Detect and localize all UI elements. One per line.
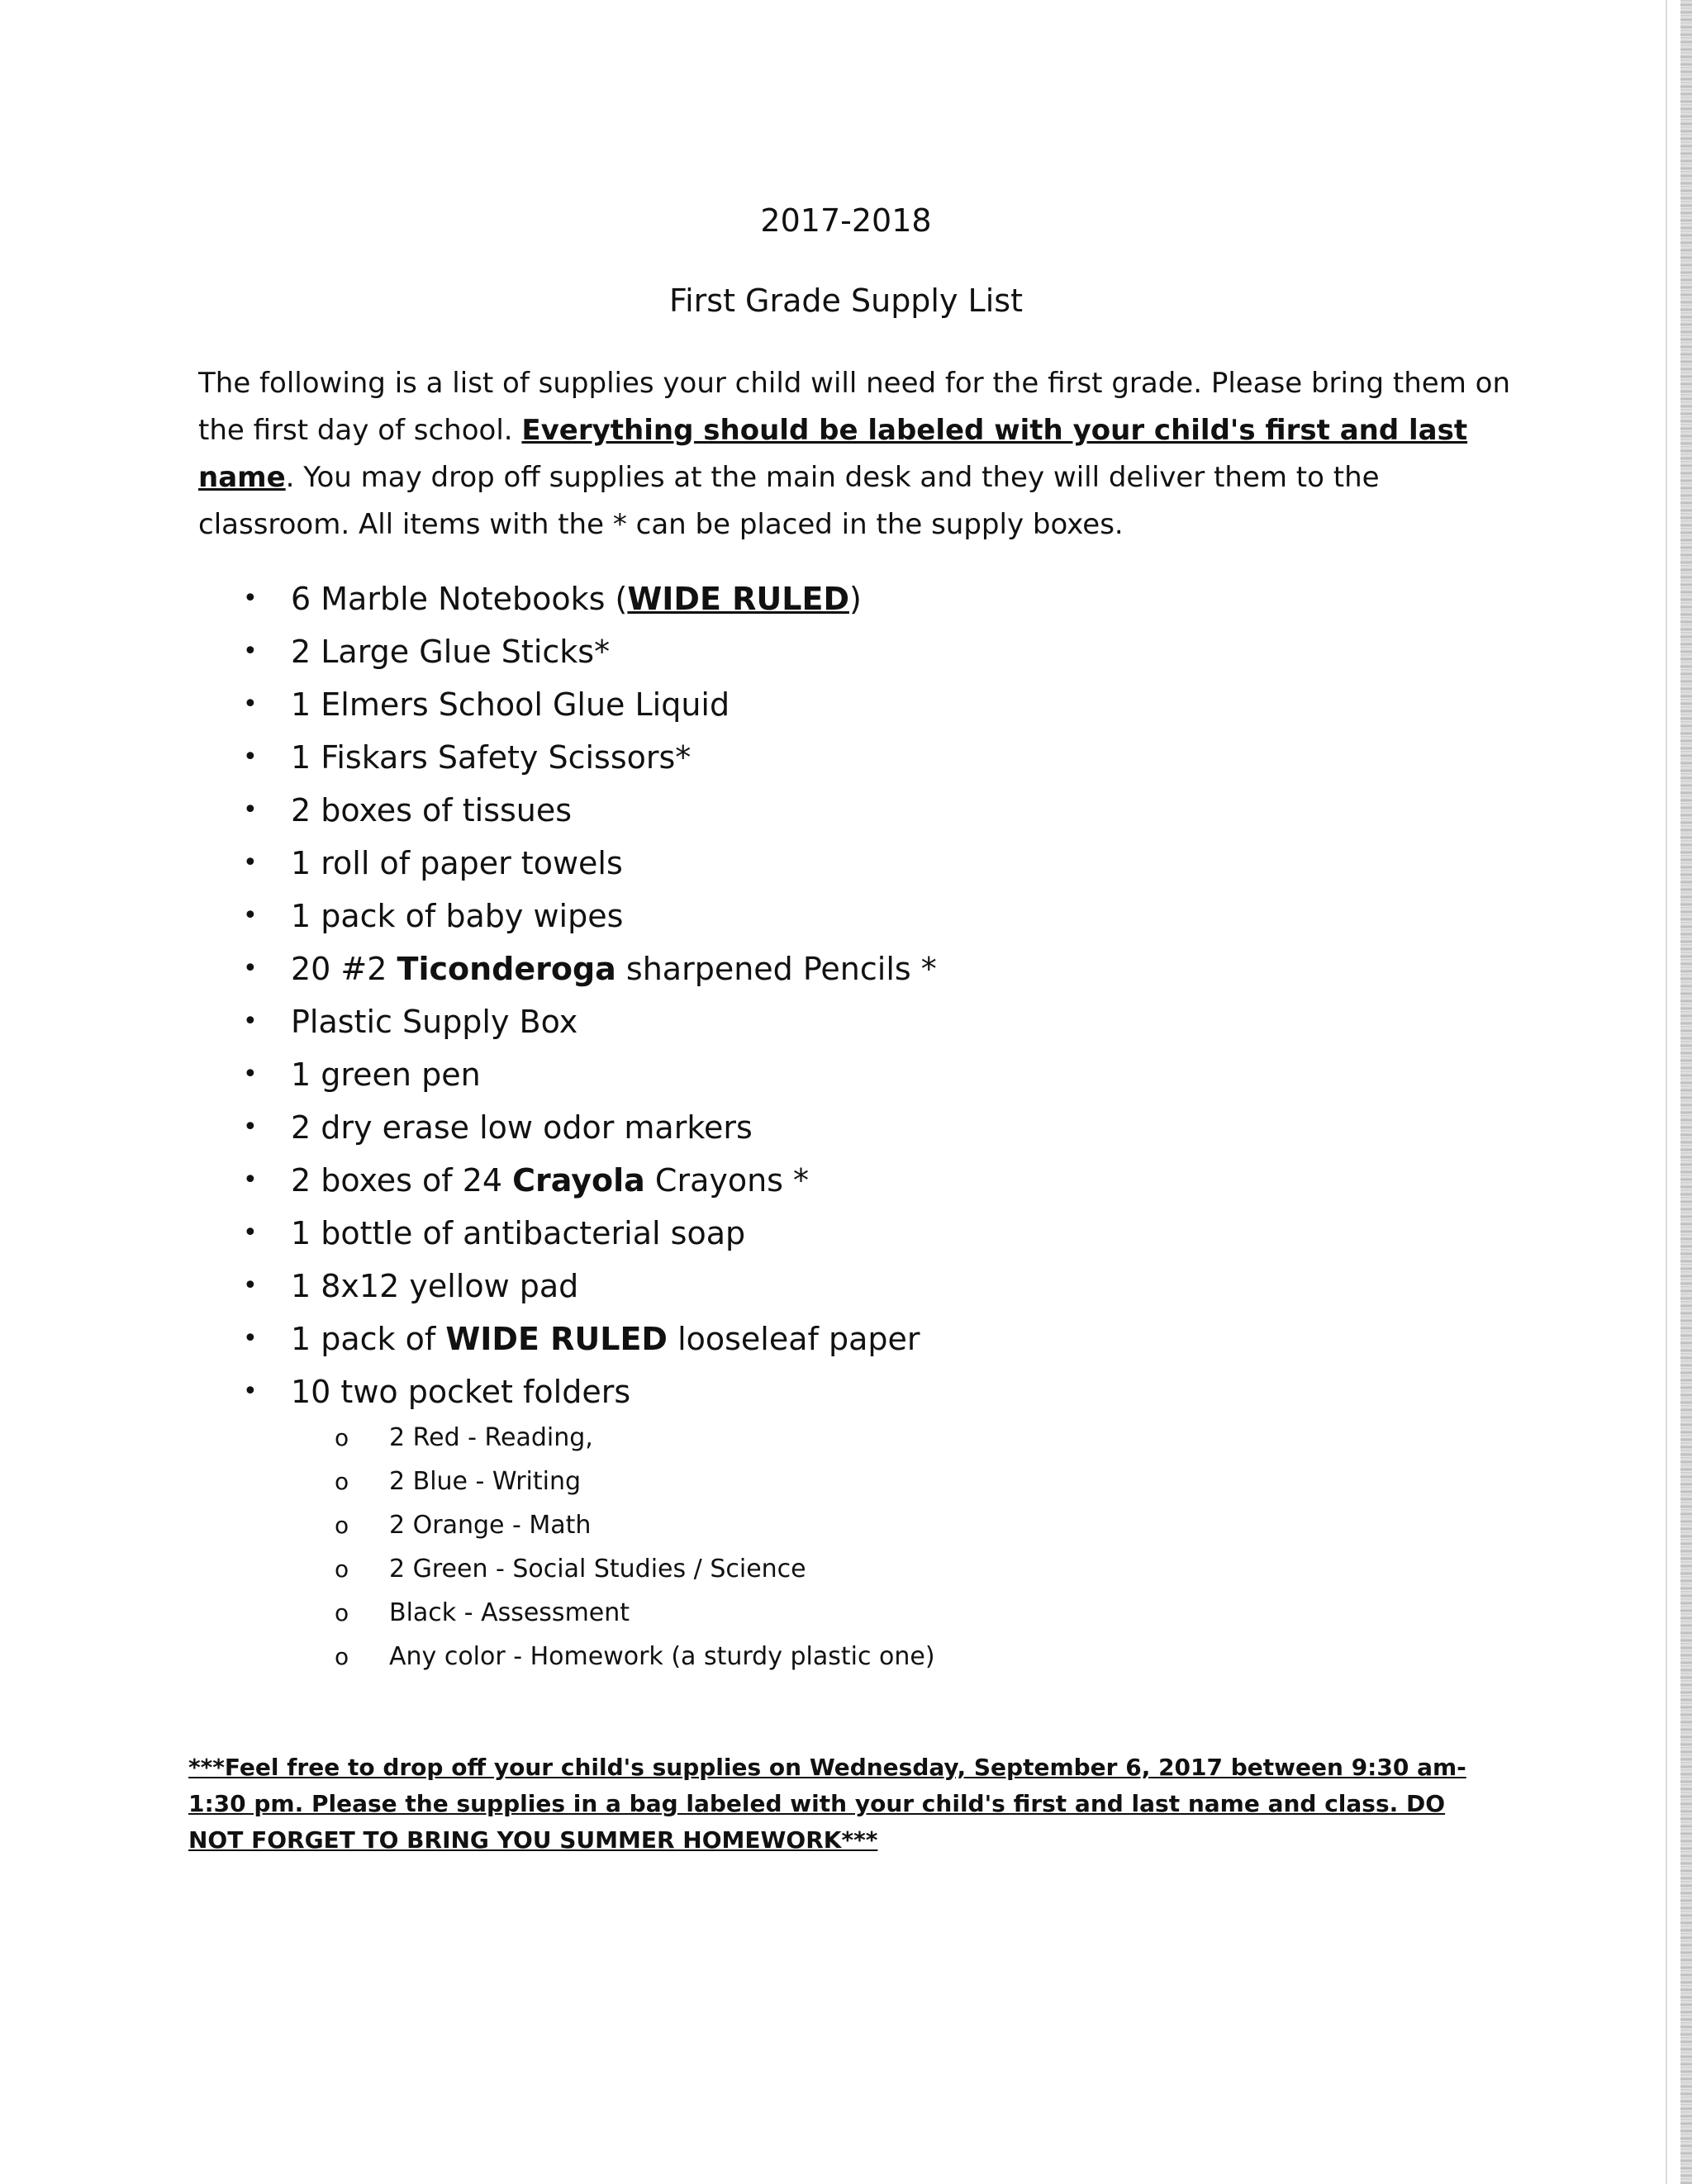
item-text: 1 green pen <box>291 1056 481 1093</box>
intro-emphasis: Everything should be labeled with your child's first and last name <box>198 414 1468 494</box>
folder-text: 2 Red - Reading, <box>389 1423 593 1452</box>
bullet-icon: • <box>243 743 258 772</box>
list-item <box>240 731 1479 784</box>
item-text: 1 Fiskars Safety Scissors* <box>291 739 692 776</box>
list-item <box>240 837 1479 890</box>
sub-list-item <box>335 1460 1409 1503</box>
scan-edge-line <box>1666 0 1667 2184</box>
item-text-after: Crayons * <box>644 1162 810 1199</box>
item-text: 1 Elmers School Glue Liquid <box>291 686 730 723</box>
list-item <box>240 625 1479 678</box>
circle-bullet-icon: o <box>335 1643 349 1670</box>
item-text: 20 #2 <box>291 951 397 987</box>
bullet-icon: • <box>243 584 258 613</box>
list-item <box>240 942 1479 995</box>
item-bold-text: Ticonderoga <box>397 951 616 987</box>
folder-text: Black - Assessment <box>389 1598 630 1627</box>
sub-list-item <box>335 1547 1409 1591</box>
page-title: First Grade Supply List <box>669 282 1023 319</box>
item-text: Plastic Supply Box <box>291 1004 578 1040</box>
bullet-icon: • <box>243 690 258 719</box>
folder-text: 2 Orange - Math <box>389 1511 592 1540</box>
bullet-icon: • <box>243 1324 258 1353</box>
intro-text-1: The following is a list of supplies your child will need for the first grade. Please bring them on the first day of school. <box>198 367 1510 447</box>
item-text: 1 roll of paper towels <box>291 845 623 881</box>
list-item <box>240 572 1479 625</box>
intro-text-2: . You may drop off supplies at the main desk and they will deliver them to the classroom. All items with the * can be placed in the supply boxes. <box>198 461 1380 541</box>
list-item <box>240 1207 1479 1260</box>
folder-sub-list <box>335 1416 1409 1678</box>
item-bold-text: Crayola <box>512 1162 645 1199</box>
bullet-icon: • <box>243 1166 258 1194</box>
sub-list-item <box>335 1416 1409 1460</box>
bullet-icon: • <box>243 1218 258 1247</box>
sub-list-item <box>335 1635 1409 1678</box>
bullet-icon: • <box>243 1377 258 1406</box>
item-text: 6 Marble Notebooks ( <box>291 581 628 617</box>
list-item <box>240 1260 1479 1313</box>
item-text: 2 Large Glue Sticks* <box>291 634 611 670</box>
item-text-after: ) <box>849 581 862 617</box>
item-text-after: looseleaf paper <box>667 1321 920 1357</box>
sub-list-item <box>335 1503 1409 1547</box>
bullet-icon: • <box>243 795 258 824</box>
list-item <box>240 678 1479 731</box>
item-text: 2 dry erase low odor markers <box>291 1109 753 1146</box>
bullet-icon: • <box>243 901 258 930</box>
bullet-icon: • <box>243 1060 258 1089</box>
item-text: 2 boxes of 24 <box>291 1162 513 1199</box>
item-text: 1 pack of <box>291 1321 446 1357</box>
list-item <box>240 890 1479 942</box>
bullet-icon: • <box>243 954 258 983</box>
list-item <box>240 1048 1479 1101</box>
scan-edge <box>1680 0 1692 2184</box>
sub-list-item <box>335 1591 1409 1635</box>
school-year: 2017-2018 <box>760 202 932 239</box>
list-item <box>240 1365 1479 1418</box>
drop-off-note: ***Feel free to drop off your child's supplies on Wednesday, September 6, 2017 between 9:30 am- 1:30 pm. Please the supplies in a bag labeled with your child's first and last name and class. DO NOT FORGET TO BRING YOU SUMMER HOMEWORK*** <box>188 1754 1466 1854</box>
list-item <box>240 995 1479 1048</box>
circle-bullet-icon: o <box>335 1468 349 1495</box>
circle-bullet-icon: o <box>335 1599 349 1626</box>
item-text: 10 two pocket folders <box>291 1374 631 1410</box>
list-item <box>240 1313 1479 1365</box>
item-text: 1 bottle of antibacterial soap <box>291 1215 746 1251</box>
list-item <box>240 1101 1479 1154</box>
bullet-icon: • <box>243 848 258 877</box>
circle-bullet-icon: o <box>335 1424 349 1451</box>
bullet-icon: • <box>243 1271 258 1300</box>
item-text-after: sharpened Pencils * <box>615 951 937 987</box>
supply-list <box>240 572 1479 1418</box>
item-bold-text: WIDE RULED <box>627 581 849 617</box>
folder-text: 2 Green - Social Studies / Science <box>389 1555 806 1583</box>
bullet-icon: • <box>243 1007 258 1036</box>
list-item <box>240 1154 1479 1207</box>
item-text: 2 boxes of tissues <box>291 792 573 828</box>
folder-text: Any color - Homework (a sturdy plastic one) <box>389 1642 935 1671</box>
intro-paragraph <box>198 360 1512 548</box>
bullet-icon: • <box>243 637 258 666</box>
circle-bullet-icon: o <box>335 1512 349 1539</box>
folder-text: 2 Blue - Writing <box>389 1467 582 1496</box>
list-item <box>240 784 1479 837</box>
circle-bullet-icon: o <box>335 1555 349 1583</box>
item-text: 1 8x12 yellow pad <box>291 1268 579 1304</box>
item-text: 1 pack of baby wipes <box>291 898 624 934</box>
bullet-icon: • <box>243 1113 258 1142</box>
item-bold-text: WIDE RULED <box>445 1321 668 1357</box>
